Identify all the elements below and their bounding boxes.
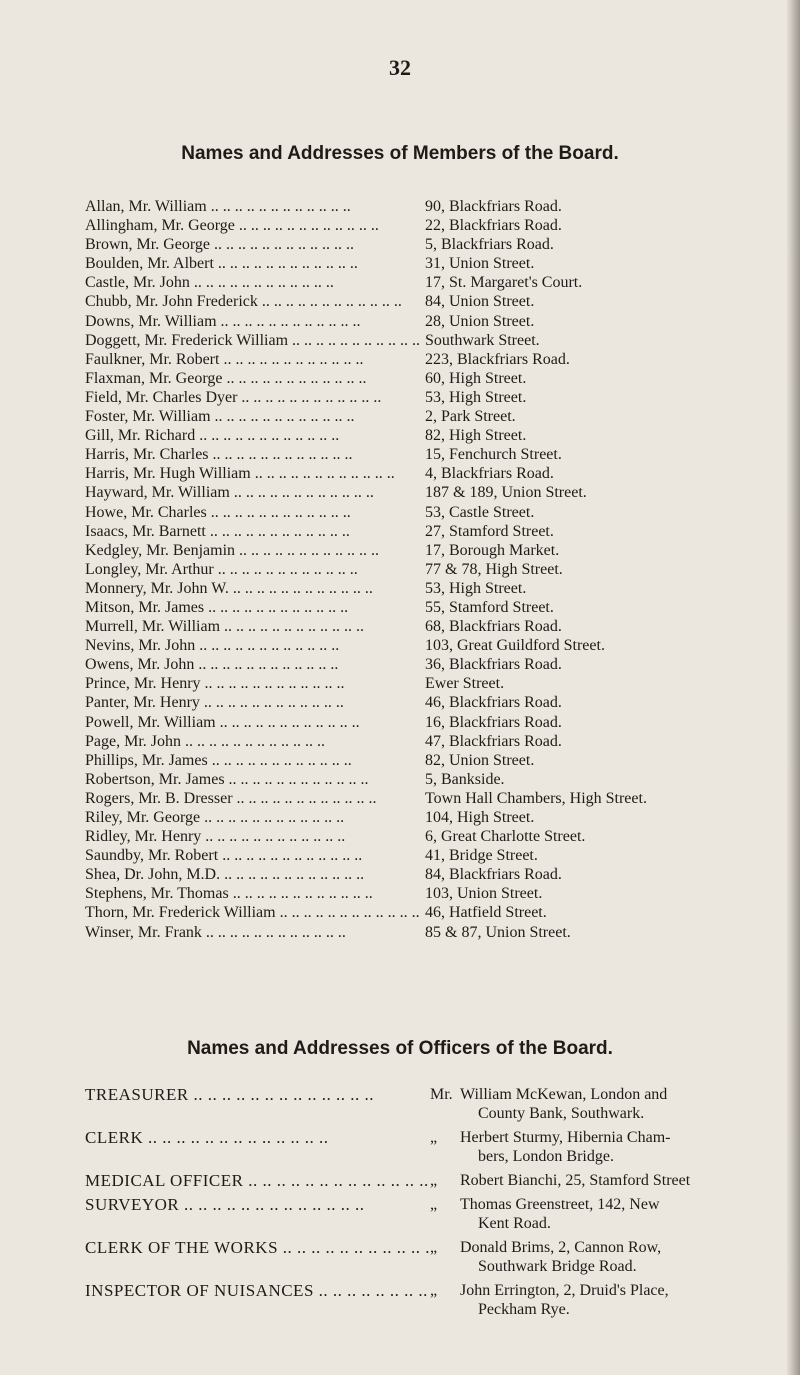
member-address: 68, Blackfriars Road. — [425, 618, 562, 636]
member-address: 82, High Street. — [425, 427, 527, 445]
member-address: 90, Blackfriars Road. — [425, 198, 562, 215]
member-row — [85, 312, 785, 331]
member-name: Castle, Mr. John .. .. — [85, 273, 425, 292]
member-address: 103, Union Street. — [425, 885, 543, 903]
member-row — [85, 789, 785, 808]
officer-prefix: „ — [430, 1172, 438, 1189]
member-row — [85, 560, 785, 579]
officers-list — [85, 1085, 775, 1324]
member-address: 55, Stamford Street. — [425, 598, 554, 616]
member-name: Longley, Mr. Arthur .. .. — [85, 560, 425, 579]
member-row — [85, 445, 785, 464]
officer-detail-line1: William McKewan, London and — [460, 1086, 668, 1103]
member-row — [85, 254, 785, 273]
officer-detail-line2: County Bank, Southwark. — [478, 1105, 645, 1122]
member-row — [85, 216, 785, 235]
officer-row — [85, 1238, 775, 1276]
member-name: Mitson, Mr. James .. .. — [85, 598, 425, 617]
members-heading: Names and Addresses of Members of the Board. — [181, 143, 619, 164]
officer-detail-line1: Herbert Sturmy, Hibernia Cham- — [460, 1129, 671, 1146]
member-name: Isaacs, Mr. Barnett .. .. — [85, 522, 425, 541]
member-address: 77 & 78, High Street. — [425, 560, 563, 578]
member-name: Allan, Mr. William .. .. — [85, 197, 425, 216]
member-address: 28, Union Street. — [425, 312, 535, 330]
member-address: 53, Castle Street. — [425, 503, 535, 521]
member-row — [85, 350, 785, 369]
member-row — [85, 732, 785, 751]
member-row — [85, 522, 785, 541]
member-address: 47, Blackfriars Road. — [425, 732, 562, 750]
member-name: Allingham, Mr. George .. .. — [85, 216, 425, 235]
member-address: 41, Bridge Street. — [425, 847, 538, 865]
officer-title: INSPECTOR OF NUISANCES .. .. — [85, 1281, 430, 1319]
member-name: Doggett, Mr. Frederick William .. .. — [85, 331, 425, 350]
member-name: Phillips, Mr. James .. .. — [85, 751, 425, 770]
officer-row — [85, 1195, 775, 1233]
member-name: Hayward, Mr. William .. .. — [85, 483, 425, 502]
member-name: Robertson, Mr. James .. .. — [85, 770, 425, 789]
member-name: Owens, Mr. John .. .. — [85, 655, 425, 674]
member-address: 46, Hatfield Street. — [425, 904, 547, 922]
officer-title: CLERK .. .. — [85, 1128, 430, 1166]
member-row — [85, 674, 785, 693]
member-address: 60, High Street. — [425, 369, 527, 387]
member-name: Thorn, Mr. Frederick William .. .. — [85, 903, 425, 922]
page-number: 32 — [389, 55, 411, 80]
member-name: Shea, Dr. John, M.D. .. .. — [85, 865, 425, 884]
member-name: Faulkner, Mr. Robert .. .. — [85, 350, 425, 369]
member-name: Harris, Mr. Charles .. .. — [85, 445, 425, 464]
member-row — [85, 388, 785, 407]
officer-title: SURVEYOR .. .. — [85, 1195, 430, 1233]
officer-row — [85, 1085, 775, 1123]
member-address: 85 & 87, Union Street. — [425, 923, 571, 941]
member-name: Boulden, Mr. Albert .. .. — [85, 254, 425, 273]
member-row — [85, 770, 785, 789]
member-address: 46, Blackfriars Road. — [425, 694, 562, 712]
member-name: Chubb, Mr. John Frederick .. .. — [85, 292, 425, 311]
officer-detail-line2: Kent Road. — [478, 1215, 551, 1232]
member-name: Prince, Mr. Henry .. .. — [85, 674, 425, 693]
member-row — [85, 369, 785, 388]
officer-detail — [460, 1281, 775, 1319]
officer-detail-line1: John Errington, 2, Druid's Place, — [460, 1282, 669, 1299]
member-row — [85, 464, 785, 483]
member-name: Brown, Mr. George .. .. — [85, 235, 425, 254]
member-address: 5, Bankside. — [425, 770, 505, 788]
officer-detail — [460, 1085, 775, 1123]
member-row — [85, 483, 785, 502]
member-address: 4, Blackfriars Road. — [425, 465, 554, 483]
officer-detail — [460, 1238, 775, 1276]
member-row — [85, 693, 785, 712]
officer-detail-line1: Donald Brims, 2, Cannon Row, — [460, 1239, 662, 1256]
member-row — [85, 598, 785, 617]
member-address: 82, Union Street. — [425, 751, 535, 769]
officer-prefix: „ — [430, 1239, 438, 1256]
member-name: Stephens, Mr. Thomas .. .. — [85, 884, 425, 903]
member-name: Foster, Mr. William .. .. — [85, 407, 425, 426]
officers-heading: Names and Addresses of Officers of the Board. — [187, 1038, 613, 1059]
officer-prefix: „ — [430, 1282, 438, 1299]
officer-detail-line2: Southwark Bridge Road. — [478, 1258, 637, 1275]
member-name: Page, Mr. John .. .. — [85, 732, 425, 751]
member-row — [85, 235, 785, 254]
member-row — [85, 426, 785, 445]
member-address: 104, High Street. — [425, 809, 535, 826]
member-row — [85, 827, 785, 846]
officer-prefix: „ — [430, 1129, 438, 1146]
member-address: 84, Blackfriars Road. — [425, 866, 562, 884]
member-row — [85, 808, 785, 827]
officer-detail-line1: Robert Bianchi, 25, Stamford Street — [460, 1172, 691, 1189]
member-name: Kedgley, Mr. Benjamin .. .. — [85, 541, 425, 560]
officer-detail — [460, 1171, 775, 1190]
member-address: 103, Great Guildford Street. — [425, 637, 605, 655]
member-row — [85, 923, 785, 942]
member-row — [85, 846, 785, 865]
officer-row — [85, 1281, 775, 1319]
member-name: Monnery, Mr. John W. .. .. — [85, 579, 425, 598]
member-address: 16, Blackfriars Road. — [425, 713, 562, 731]
member-address: 6, Great Charlotte Street. — [425, 828, 586, 846]
member-name: Powell, Mr. William .. .. — [85, 713, 425, 732]
member-name: Field, Mr. Charles Dyer .. .. — [85, 388, 425, 407]
member-name: Downs, Mr. William .. .. — [85, 312, 425, 331]
member-row — [85, 617, 785, 636]
officer-row — [85, 1128, 775, 1166]
member-row — [85, 273, 785, 292]
member-address: Town Hall Chambers, High Street. — [425, 789, 647, 807]
member-row — [85, 655, 785, 674]
member-address: 53, High Street. — [425, 579, 527, 597]
member-name: Ridley, Mr. Henry .. .. — [85, 827, 425, 846]
officer-title: MEDICAL OFFICER .. .. — [85, 1171, 430, 1190]
member-row — [85, 884, 785, 903]
page-edge-shadow — [786, 0, 800, 1375]
member-address: 5, Blackfriars Road. — [425, 236, 554, 254]
member-row — [85, 579, 785, 598]
member-row — [85, 903, 785, 922]
member-row — [85, 503, 785, 522]
officer-prefix: „ — [430, 1196, 438, 1213]
member-address: Ewer Street. — [425, 675, 505, 693]
member-address: 223, Blackfriars Road. — [425, 350, 570, 368]
member-address: 187 & 189, Union Street. — [425, 484, 587, 502]
members-list — [85, 197, 785, 942]
member-name: Saundby, Mr. Robert .. .. — [85, 846, 425, 865]
member-name: Nevins, Mr. John .. .. — [85, 636, 425, 655]
member-row — [85, 292, 785, 311]
officer-detail — [460, 1195, 775, 1233]
member-name: Winser, Mr. Frank .. .. — [85, 923, 425, 942]
member-address: 53, High Street. — [425, 388, 527, 406]
member-name: Flaxman, Mr. George .. .. — [85, 369, 425, 388]
officer-detail — [460, 1128, 775, 1166]
member-address: 17, St. Margaret's Court. — [425, 274, 583, 292]
member-row — [85, 865, 785, 884]
member-row — [85, 751, 785, 770]
member-address: 17, Borough Market. — [425, 541, 560, 559]
officer-detail-line1: Thomas Greenstreet, 142, New — [460, 1196, 660, 1213]
member-row — [85, 407, 785, 426]
member-address: 15, Fenchurch Street. — [425, 446, 562, 464]
officer-row — [85, 1171, 775, 1190]
officer-prefix: Mr. — [430, 1086, 453, 1103]
member-name: Murrell, Mr. William .. .. — [85, 617, 425, 636]
member-address: 2, Park Street. — [425, 408, 516, 426]
member-address: 22, Blackfriars Road. — [425, 217, 562, 235]
member-address: 36, Blackfriars Road. — [425, 656, 562, 674]
member-address: Southwark Street. — [425, 331, 540, 349]
officer-detail-line2: bers, London Bridge. — [478, 1148, 614, 1165]
member-name: Gill, Mr. Richard .. .. — [85, 426, 425, 445]
officer-title: CLERK OF THE WORKS .. .. — [85, 1238, 430, 1276]
member-row — [85, 713, 785, 732]
member-row — [85, 197, 785, 216]
member-row — [85, 331, 785, 350]
member-row — [85, 636, 785, 655]
officer-title: TREASURER .. .. — [85, 1085, 430, 1123]
officer-detail-line2: Peckham Rye. — [478, 1301, 570, 1318]
member-name: Harris, Mr. Hugh William .. .. — [85, 464, 425, 483]
member-name: Panter, Mr. Henry .. .. — [85, 693, 425, 712]
member-row — [85, 541, 785, 560]
member-address: 31, Union Street. — [425, 255, 535, 273]
member-name: Riley, Mr. George .. .. — [85, 808, 425, 827]
member-address: 84, Union Street. — [425, 293, 535, 311]
member-address: 27, Stamford Street. — [425, 522, 554, 540]
member-name: Howe, Mr. Charles .. .. — [85, 503, 425, 522]
member-name: Rogers, Mr. B. Dresser .. .. — [85, 789, 425, 808]
